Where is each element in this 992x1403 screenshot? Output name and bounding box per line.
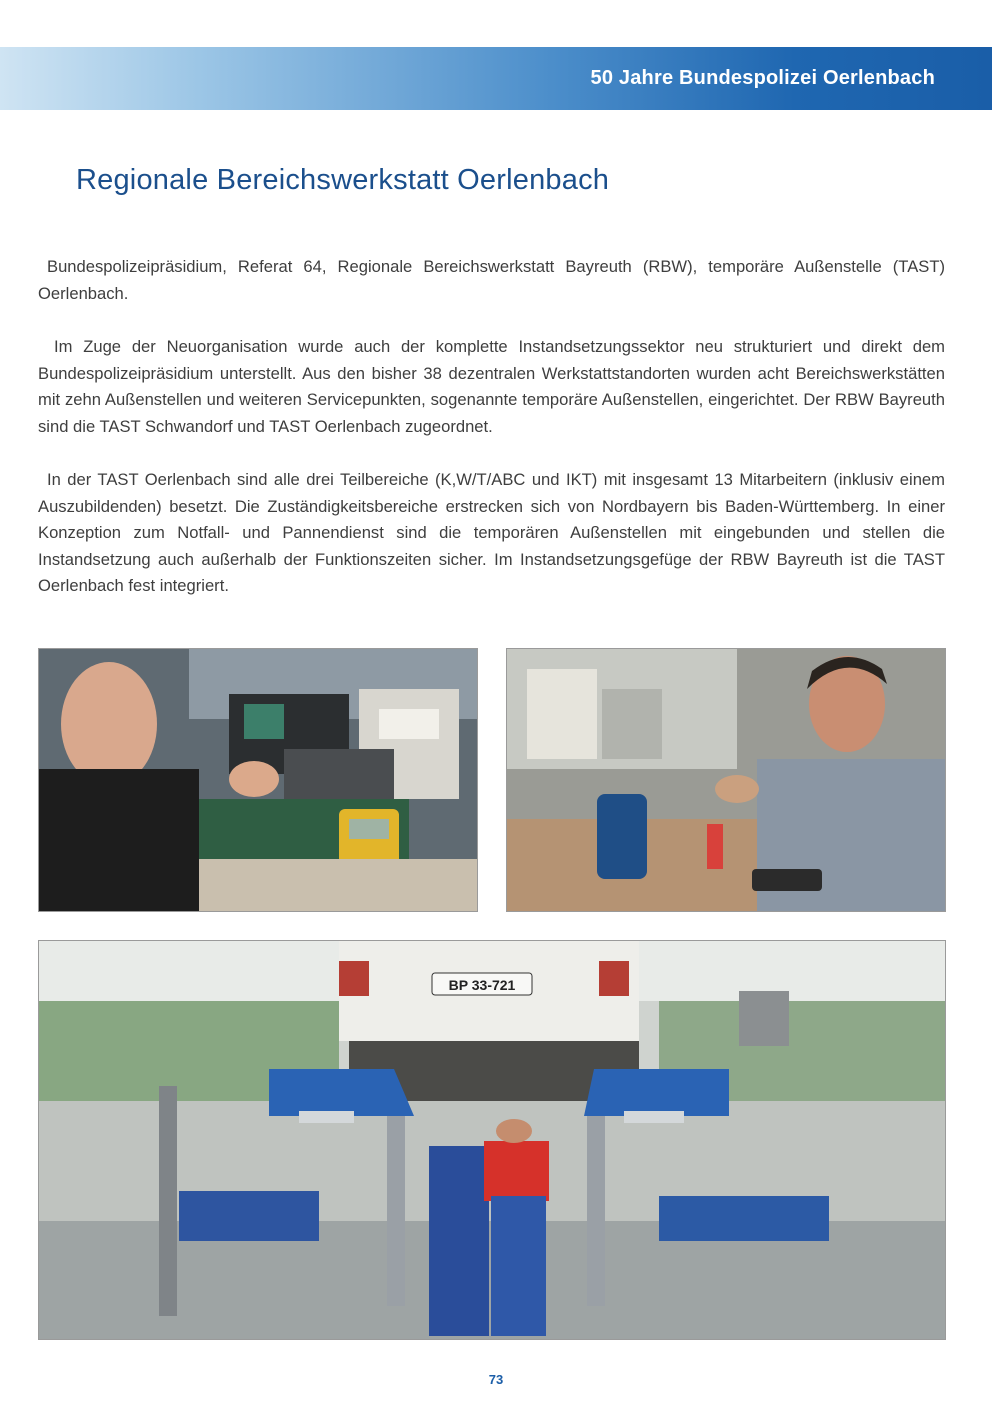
page-heading: Regionale Bereichswerkstatt Oerlenbach <box>76 164 610 196</box>
photo-electronics-workbench <box>38 648 478 912</box>
photo-armourer-vise <box>506 648 946 912</box>
paragraph-tast: In der TAST Oerlenbach sind alle drei Teilbereiche (K,W/T/ABC und IKT) mit insgesamt 13 Mitarbeitern (inklusiv einem Auszubildenden) besetzt. Die Zuständigkeitsbereiche erstrecken sich von Nordbayern bis Baden-Württemberg. In einer Konzeption zum Notfall- und Pannendienst sind die temporären Außenstellen mit eingebunden und stellen die Instandsetzung auch außerhalb der Funktionszeiten sicher. Im Instandsetzungsgefüge der RBW Bayreuth ist die TAST Oerlenbach fest integriert. <box>38 470 945 595</box>
page-number: 73 <box>488 1372 504 1387</box>
header-band <box>0 47 992 110</box>
paragraph-intro: Bundespolizeipräsidium, Referat 64, Regionale Bereichswerkstatt Bayreuth (RBW), temporäre Außenstelle (TAST) Oerlenbach. <box>38 257 945 303</box>
header-title: 50 Jahre Bundespolizei Oerlenbach <box>590 67 935 89</box>
license-plate-text: BP 33-721 <box>448 977 516 993</box>
photo-vehicle-lift <box>38 940 946 1340</box>
paragraph-reorganisation: Im Zuge der Neuorganisation wurde auch der komplette Instandsetzungssektor neu strukturiert und direkt dem Bundespolizeipräsidium unterstellt. Aus den bisher 38 dezentralen Werkstattstandorten wurden acht Bereichswerkstätten mit zehn Außenstellen und weiteren Servicepunkten, sogenannte temporäre Außenstellen, eingerichtet. Der RBW Bayreuth sind die TAST Schwandorf und TAST Oerlenbach zugeordnet. <box>38 337 945 436</box>
